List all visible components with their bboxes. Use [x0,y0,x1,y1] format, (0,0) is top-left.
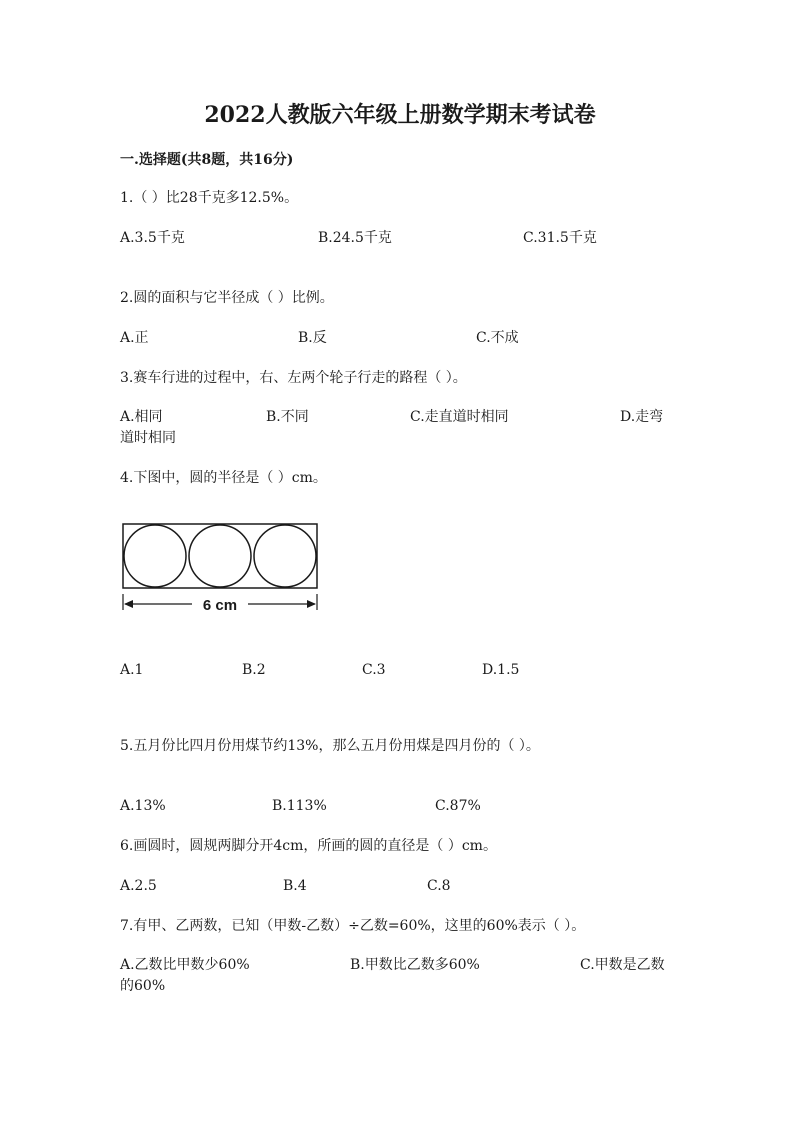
figure-circle-2 [189,525,251,587]
question-2-option-b: B.反 [298,330,327,346]
question-4-option-b: B.2 [242,662,266,678]
question-4-stem: 4.下图中，圆的半径是（ ）cm。 [120,470,327,486]
question-3-stem: 3.赛车行进的过程中，右、左两个轮子行走的路程（ ）。 [120,370,467,386]
question-3-option-c: C.走直道时相同 [410,409,509,425]
question-5-stem: 5.五月份比四月份用煤节约13%，那么五月份用煤是四月份的（ ）。 [120,738,540,754]
question-5-option-c: C.87% [435,798,481,814]
figure-circle-3 [254,525,316,587]
question-6-stem: 6.画圆时，圆规两脚分开4cm，所画的圆的直径是（ ）cm。 [120,838,497,854]
question-2-stem: 2.圆的面积与它半径成（ ）比例。 [120,290,334,306]
question-6-option-a: A.2.5 [120,878,157,894]
dimension-arrow-right [307,600,316,608]
question-7-option-b: B.甲数比乙数多60% [350,957,480,973]
question-1-option-b: B.24.5千克 [318,230,392,246]
question-1-option-a: A.3.5千克 [120,230,185,246]
circles-in-rectangle-figure [120,518,322,618]
section-heading: 一.选择题(共8题，共16分) [120,152,294,168]
question-3-option-d: D.走弯 [620,409,664,425]
question-4-option-c: C.3 [362,662,386,678]
dimension-label: 6 cm [202,597,238,614]
question-6-option-c: C.8 [427,878,451,894]
question-4-option-d: D.1.5 [482,662,520,678]
question-3-option-b: B.不同 [266,409,309,425]
question-3-option-d-continued: 道时相同 [120,430,176,446]
figure-circle-1 [124,525,186,587]
question-1-option-c: C.31.5千克 [523,230,597,246]
question-7-option-c-continued: 的60% [120,978,166,994]
question-7-option-a: A.乙数比甲数少60% [120,957,250,973]
dimension-arrow-left [124,600,133,608]
question-5-option-a: A.13% [120,798,166,814]
question-7-option-c: C.甲数是乙数 [580,957,665,973]
question-3-option-a: A.相同 [120,409,163,425]
question-7-stem: 7.有甲、乙两数，已知（甲数-乙数）÷乙数=60%，这里的60%表示（ ）。 [120,918,586,934]
question-1-stem: 1.（ ）比28千克多12.5%。 [120,190,299,206]
question-6-option-b: B.4 [283,878,307,894]
page-title: 2022人教版六年级上册数学期末考试卷 [204,102,596,128]
figure-rectangle [123,524,317,588]
question-2-option-c: C.不成 [476,330,519,346]
question-4-option-a: A.1 [120,662,144,678]
question-5-option-b: B.113% [272,798,327,814]
question-2-option-a: A.正 [120,330,149,346]
